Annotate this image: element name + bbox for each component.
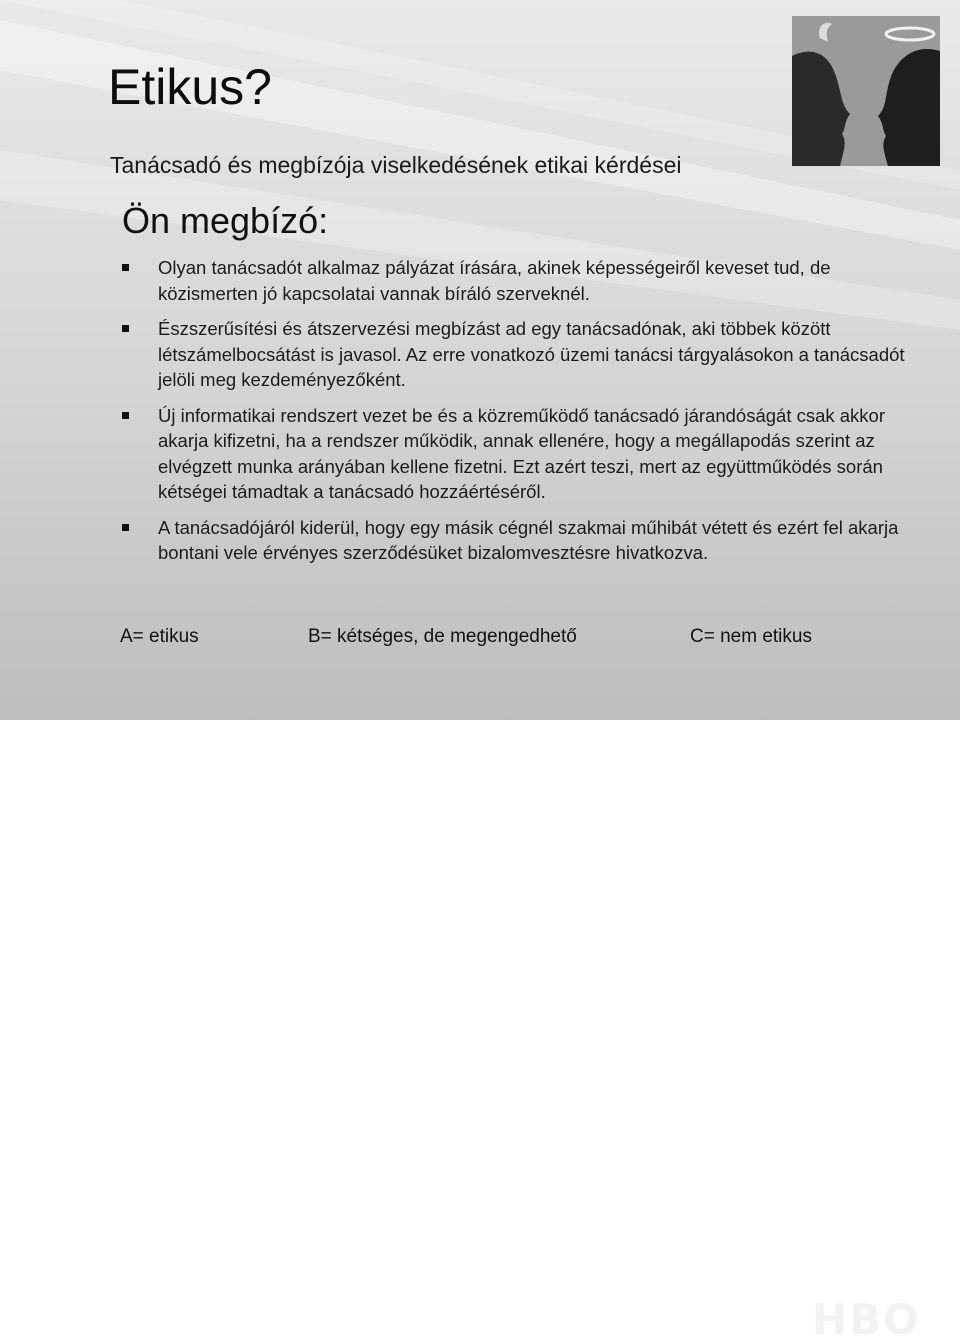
bullet-square-icon bbox=[122, 264, 129, 271]
angel-devil-profile-image bbox=[792, 16, 940, 166]
bullet-text: Észszerűsítési és átszervezési megbízást ad egy tanácsadónak, aki többek között létszámelbocsátást is javasol. Az erre vonatkozó üzemi tanácsi tárgyalásokon a tanácsadót jelöli meg kezdeményezőként. bbox=[158, 318, 905, 390]
hbo-logo: HBO bbox=[812, 1295, 921, 1344]
list-item bbox=[120, 515, 910, 566]
rating-b: B= kétséges, de megengedhető bbox=[308, 626, 577, 647]
bullet-text: A tanácsadójáról kiderül, hogy egy másik cégnél szakmai műhibát vétett és ezért fel akarja bontani vele érvényes szerződésüket bizalomvesztésre hivatkozva. bbox=[158, 516, 899, 563]
footer-logo-strip bbox=[0, 650, 960, 1344]
slide-title: Etikus? bbox=[108, 59, 272, 115]
list-item bbox=[120, 403, 910, 505]
bullet-text: Új informatikai rendszert vezet be és a közreműködő tanácsadó járandóságát csak akkor akarja kifizetni, ha a rendszer működik, annak ellenére, hogy a megállapodás szerint az elvégzett munka arányában kellene fizetni. Ezt azért teszi, mert az együttműködés során kétségei támadtak a tanácsadó hozzáértéséről. bbox=[158, 404, 886, 502]
hbo2-logo: HBO2 bbox=[44, 1308, 111, 1332]
slide-subtitle: Tanácsadó és megbízója viselkedésének etikai kérdései bbox=[110, 152, 682, 178]
hbo-digital-logo: HBO DIGITAL bbox=[310, 1308, 466, 1332]
bullet-square-icon bbox=[122, 524, 129, 531]
list-item bbox=[120, 316, 910, 393]
rating-legend bbox=[120, 626, 840, 652]
bullet-square-icon bbox=[122, 325, 129, 332]
bullet-square-icon bbox=[122, 412, 129, 419]
list-item bbox=[120, 255, 910, 306]
bullet-list bbox=[120, 255, 910, 566]
cinemax2-logo: cinemax2 bbox=[700, 1311, 795, 1330]
hbo-comedy-logo: HBO COMEDY bbox=[132, 1308, 293, 1332]
rating-a: A= etikus bbox=[120, 626, 199, 647]
section-heading: Ön megbízó: bbox=[122, 200, 329, 241]
hbo-hd-logo: HBO HD bbox=[494, 1308, 590, 1332]
rating-c: C= nem etikus bbox=[690, 626, 812, 647]
bullet-text: Olyan tanácsadót alkalmaz pályázat írására, akinek képességeiről keveset tud, de közismerten jó kapcsolatai vannak bíráló szerveknél. bbox=[158, 257, 831, 304]
cinemax-logo: cinemax bbox=[612, 1311, 694, 1330]
